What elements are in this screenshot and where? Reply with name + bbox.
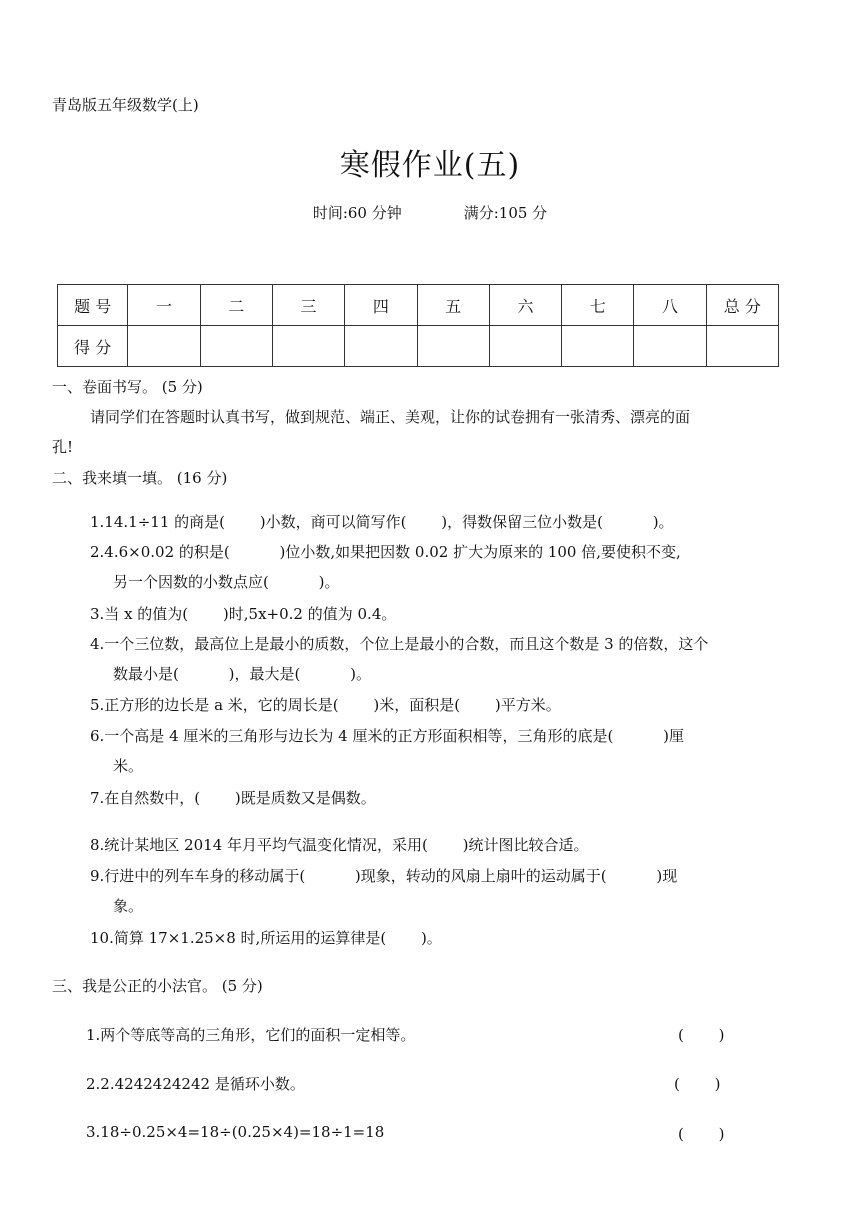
judge-answer-3[interactable]: ( ): [678, 1125, 725, 1143]
score-cell-4: 四: [345, 285, 417, 326]
question-3: 3.当 x 的值为( )时,5x+0.2 的值为 0.4。: [90, 605, 397, 623]
question-6-line1: 6.一个高是 4 厘米的三角形与边长为 4 厘米的正方形面积相等，三角形的底是( )厘: [90, 727, 684, 745]
score-cell-label: 题 号: [58, 285, 128, 326]
score-cell-7: 七: [562, 285, 634, 326]
score-cell-5: 五: [417, 285, 489, 326]
question-4-line2: 数最小是( )，最大是( )。: [113, 665, 371, 683]
question-4-line1: 4.一个三位数，最高位上是最小的质数，个位上是最小的合数，而且这个数是 3 的倍数，这个: [90, 635, 709, 653]
question-6-line2: 米。: [113, 757, 144, 775]
score-cell-total: 总 分: [706, 285, 778, 326]
judge-answer-1[interactable]: ( ): [678, 1026, 725, 1044]
time-limit: 时间:60 分钟: [312, 204, 402, 222]
section1-text-line1: 请同学们在答题时认真书写，做到规范、端正、美观，让你的试卷拥有一张清秀、漂亮的面: [90, 408, 691, 426]
question-8: 8.统计某地区 2014 年月平均气温变化情况，采用( )统计图比较合适。: [90, 836, 589, 854]
score-cell-8: 八: [634, 285, 706, 326]
score-row-label: 得 分: [58, 326, 128, 367]
score-cell-2: 二: [200, 285, 272, 326]
score-cell-1: 一: [128, 285, 200, 326]
score-entry[interactable]: [345, 326, 417, 367]
score-entry[interactable]: [128, 326, 200, 367]
score-entry[interactable]: [417, 326, 489, 367]
score-cell-6: 六: [489, 285, 561, 326]
section1-heading: 一、卷面书写。 (5 分): [52, 378, 203, 396]
judge-answer-2[interactable]: ( ): [674, 1075, 721, 1093]
score-entry[interactable]: [562, 326, 634, 367]
score-entry[interactable]: [634, 326, 706, 367]
judge-item-1: 1.两个等底等高的三角形，它们的面积一定相等。: [86, 1026, 416, 1044]
question-2-line1: 2.4.6×0.02 的积是( )位小数,如果把因数 0.02 扩大为原来的 100 倍,要使积不变,: [90, 543, 681, 561]
score-cell-3: 三: [272, 285, 344, 326]
judge-item-2: 2.2.4242424242 是循环小数。: [86, 1075, 305, 1093]
section1-text-line2: 孔!: [52, 438, 74, 456]
score-entry[interactable]: [272, 326, 344, 367]
publisher-label: 青岛版五年级数学(上): [52, 96, 199, 114]
judge-item-3: 3.18÷0.25×4=18÷(0.25×4)=18÷1=18: [86, 1123, 385, 1141]
question-9-line1: 9.行进中的列车车身的移动属于( )现象，转动的风扇上扇叶的运动属于( )现: [90, 867, 678, 885]
question-5: 5.正方形的边长是 a 米，它的周长是( )米，面积是( )平方米。: [90, 696, 561, 714]
score-table-score-row: [58, 326, 779, 367]
score-entry[interactable]: [706, 326, 778, 367]
question-10: 10.简算 17×1.25×8 时,所运用的运算律是( )。: [90, 929, 442, 947]
page-title: 寒假作业(五): [339, 148, 521, 183]
question-9-line2: 象。: [113, 897, 144, 915]
score-table: [57, 284, 779, 367]
question-1: 1.14.1÷11 的商是( )小数，商可以简写作( )，得数保留三位小数是( )。: [90, 513, 674, 531]
question-2-line2: 另一个因数的小数点应( )。: [113, 573, 340, 591]
section2-heading: 二、我来填一填。 (16 分): [52, 469, 228, 487]
score-entry[interactable]: [489, 326, 561, 367]
section3-heading: 三、我是公正的小法官。 (5 分): [52, 977, 263, 995]
full-score: 满分:105 分: [463, 204, 548, 222]
exam-meta: [0, 202, 860, 223]
score-entry[interactable]: [200, 326, 272, 367]
score-table-header-row: [58, 285, 779, 326]
question-7: 7.在自然数中，( )既是质数又是偶数。: [90, 789, 376, 807]
